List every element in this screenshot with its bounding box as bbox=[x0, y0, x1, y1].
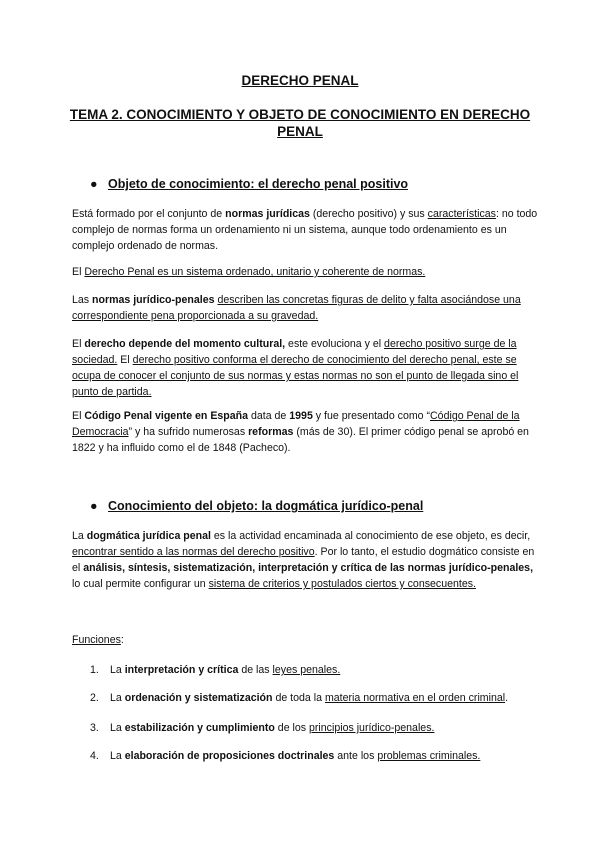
list-item: 3. La estabilización y cumplimiento de los principios jurídico-penales. bbox=[90, 722, 435, 734]
list-item: 2. La ordenación y sistematización de toda la materia normativa en el orden criminal. bbox=[90, 692, 509, 704]
section2-heading-text: Conocimiento del objeto: la dogmática jurídico-penal bbox=[108, 499, 424, 513]
list-item: 1. La interpretación y crítica de las leyes penales. bbox=[90, 664, 341, 676]
funciones-label: Funciones: bbox=[72, 634, 124, 646]
section1-heading-text: Objeto de conocimiento: el derecho penal positivo bbox=[108, 177, 409, 191]
bullet-icon: ● bbox=[90, 499, 98, 513]
section2-paragraph-1: La dogmática jurídica penal es la actividad encaminada al conocimiento de ese objeto, es decir, encontrar sentido a las normas del derecho positivo. Por lo tanto, el estudio dogmático consiste en el análisis, síntesis, sistematización, interpretación y crítica de las normas jurídico-penales, lo cual permite configurar un sistema de criterios y postulados ciertos y consecuentes. bbox=[72, 530, 535, 590]
section1-paragraph-2: El Derecho Penal es un sistema ordenado, unitario y coherente de normas. bbox=[72, 266, 426, 278]
section1-paragraph-5: El Código Penal vigente en España data de 1995 y fue presentado como “Código Penal de la Democracia” y ha sufrido numerosas reformas (más de 30). El primer código penal se aprobó en 1822 y ha influido como el de 1848 (Pacheco). bbox=[72, 410, 529, 454]
bullet-icon: ● bbox=[90, 177, 98, 191]
section2-heading bbox=[90, 498, 550, 514]
section1-heading bbox=[90, 176, 550, 192]
section1-paragraph-4: El derecho depende del momento cultural, este evoluciona y el derecho positivo surge de la sociedad. El derecho positivo conforma el derecho de conocimiento del derecho penal, este se ocupa de conocer el conjunto de sus normas y estas normas no son el punto de llegada sino el punto de partida. bbox=[72, 338, 519, 398]
document-subtitle: TEMA 2. CONOCIMIENTO Y OBJETO DE CONOCIMIENTO EN DERECHO PENAL bbox=[69, 107, 531, 139]
list-item: 4. La elaboración de proposiciones doctrinales ante los problemas criminales. bbox=[90, 750, 481, 762]
section1-paragraph-1: Está formado por el conjunto de normas jurídicas (derecho positivo) y sus características: no todo complejo de normas forma un ordenamiento ni un sistema, aunque todo ordenamiento es un complejo ordenado de normas. bbox=[72, 208, 538, 252]
document-title: DERECHO PENAL bbox=[241, 73, 359, 88]
section1-paragraph-3: Las normas jurídico-penales describen las concretas figuras de delito y falta asociándose una correspondiente pena proporcionada a su gravedad. bbox=[72, 294, 521, 322]
